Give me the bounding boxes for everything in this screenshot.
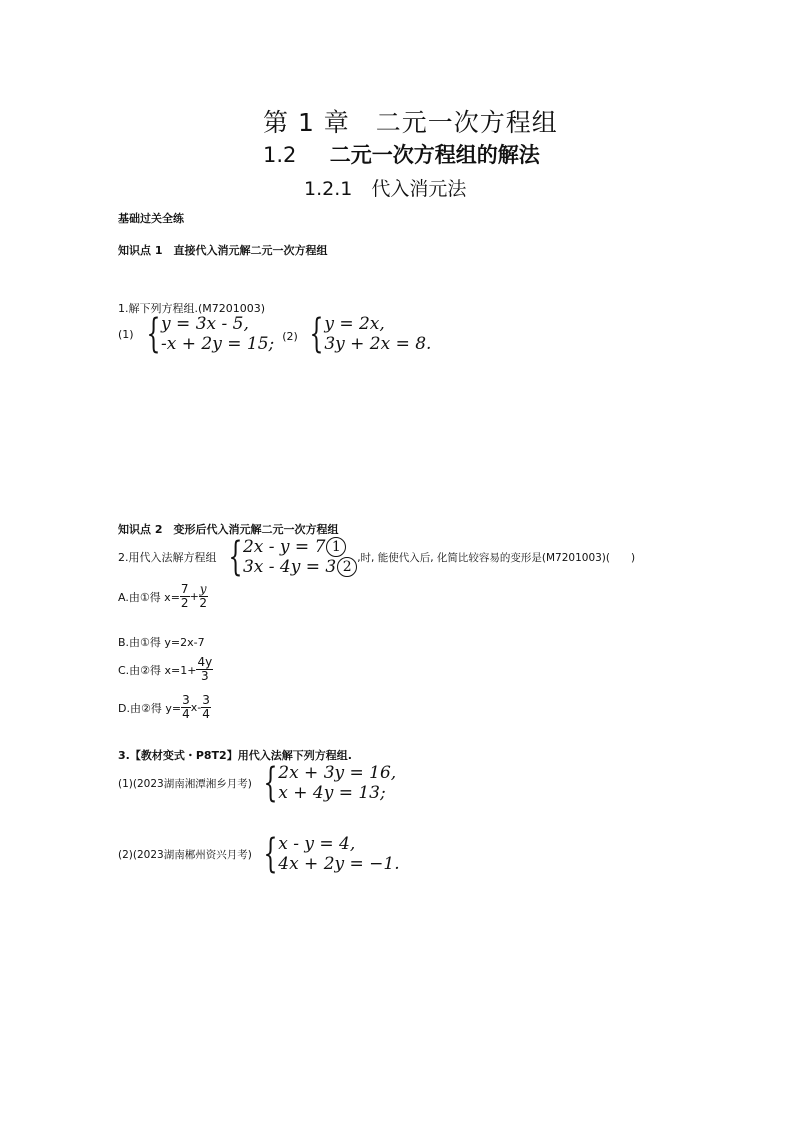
option-a-fraction-1	[180, 583, 190, 610]
q3-sys1-eq1: 2x + 3y = 16,	[278, 763, 397, 783]
option-a	[118, 583, 208, 610]
brace-icon: {	[146, 311, 161, 357]
option-c-prefix: C.由②得 x=1+	[118, 663, 197, 677]
q1-sys2-eq2: 3y + 2x = 8.	[324, 334, 432, 354]
chapter-title: 第 1 章 二元一次方程组	[263, 108, 558, 137]
option-c-fraction	[196, 656, 213, 683]
brace-icon: {	[263, 760, 278, 806]
fraction-numerator: 4y	[197, 655, 213, 669]
fraction-numerator: 3	[202, 693, 210, 707]
q3-sys1-eq2: x + 4y = 13;	[278, 783, 386, 803]
fraction-numerator: y	[199, 582, 207, 596]
option-d-fraction-2	[201, 694, 211, 721]
circled-number-2: 2	[337, 557, 357, 577]
q2-eq1: 2x - y = 7	[242, 537, 326, 557]
q3-sys2-eq1: x - y = 4,	[278, 834, 356, 854]
q3-part2-label: (2)(2023湖南郴州资兴月考)	[118, 848, 252, 861]
q1-sys1-eq2: -x + 2y = 15;	[161, 334, 275, 354]
fraction-numerator: 7	[180, 582, 189, 596]
q3-sys2-eq2: 4x + 2y = −1.	[278, 854, 400, 874]
q1-part2-label: (2)	[282, 330, 298, 343]
option-d-prefix: D.由②得 y=	[118, 701, 182, 715]
question-3-part-1	[118, 760, 397, 806]
fraction-denominator: 2	[180, 596, 189, 610]
circled-number-1: 1	[326, 537, 346, 557]
knowledge-point-1: 知识点 1 直接代入消元解二元一次方程组	[118, 244, 328, 257]
fraction-numerator: 3	[182, 693, 190, 707]
fraction-denominator: 2	[199, 596, 207, 610]
option-b	[118, 634, 205, 650]
option-d-fraction-1	[181, 694, 191, 721]
option-a-prefix: A.由①得 x=	[118, 590, 180, 604]
q1-system-2	[298, 311, 432, 357]
q1-system-1	[135, 311, 275, 357]
section-title	[263, 139, 540, 169]
q2-suffix: ,时, 能使代入后, 化简比较容易的变形是(M7201003)( )	[357, 551, 636, 564]
q1-sys2-eq1: y = 2x,	[324, 314, 385, 334]
q2-prefix: 2.用代入法解方程组	[118, 551, 217, 564]
q3-system-1	[252, 760, 397, 806]
fraction-denominator: 4	[202, 707, 210, 721]
q2-eq2: 3x - 4y = 3	[242, 557, 337, 577]
question-3-part-2	[118, 831, 400, 877]
brace-icon: {	[309, 311, 324, 357]
q3-part1-label: (1)(2023湖南湘潭湘乡月考)	[118, 777, 252, 790]
section-name: 二元一次方程组的解法	[329, 143, 540, 167]
brace-icon: {	[263, 831, 278, 877]
q3-system-2	[252, 831, 400, 877]
option-c	[118, 656, 213, 683]
q2-system	[217, 534, 358, 580]
question-1-text: 1.解下列方程组.(M7201003)	[118, 302, 266, 315]
q1-part1-label: (1)	[118, 327, 134, 341]
option-d	[118, 694, 211, 721]
brace-icon: {	[227, 534, 242, 580]
option-a-operator: +	[189, 590, 199, 603]
question-2	[118, 534, 636, 580]
question-1-systems	[118, 311, 432, 357]
fraction-denominator: 3	[201, 669, 209, 683]
option-b-text: B.由①得 y=2x-7	[118, 636, 205, 649]
section-number: 1.2	[263, 143, 297, 167]
knowledge-point-2: 知识点 2 变形后代入消元解二元一次方程组	[118, 523, 339, 536]
option-a-fraction-2	[199, 583, 208, 610]
subsection-title: 1.2.1 代入消元法	[304, 178, 467, 200]
fraction-denominator: 4	[182, 707, 190, 721]
option-d-operator: x-	[190, 701, 202, 714]
q1-sys1-eq1: y = 3x - 5,	[161, 314, 249, 334]
basic-practice-label: 基础过关全练	[118, 212, 184, 225]
question-3-text: 3.【教材变式・P8T2】用代入法解下列方程组.	[118, 749, 352, 762]
